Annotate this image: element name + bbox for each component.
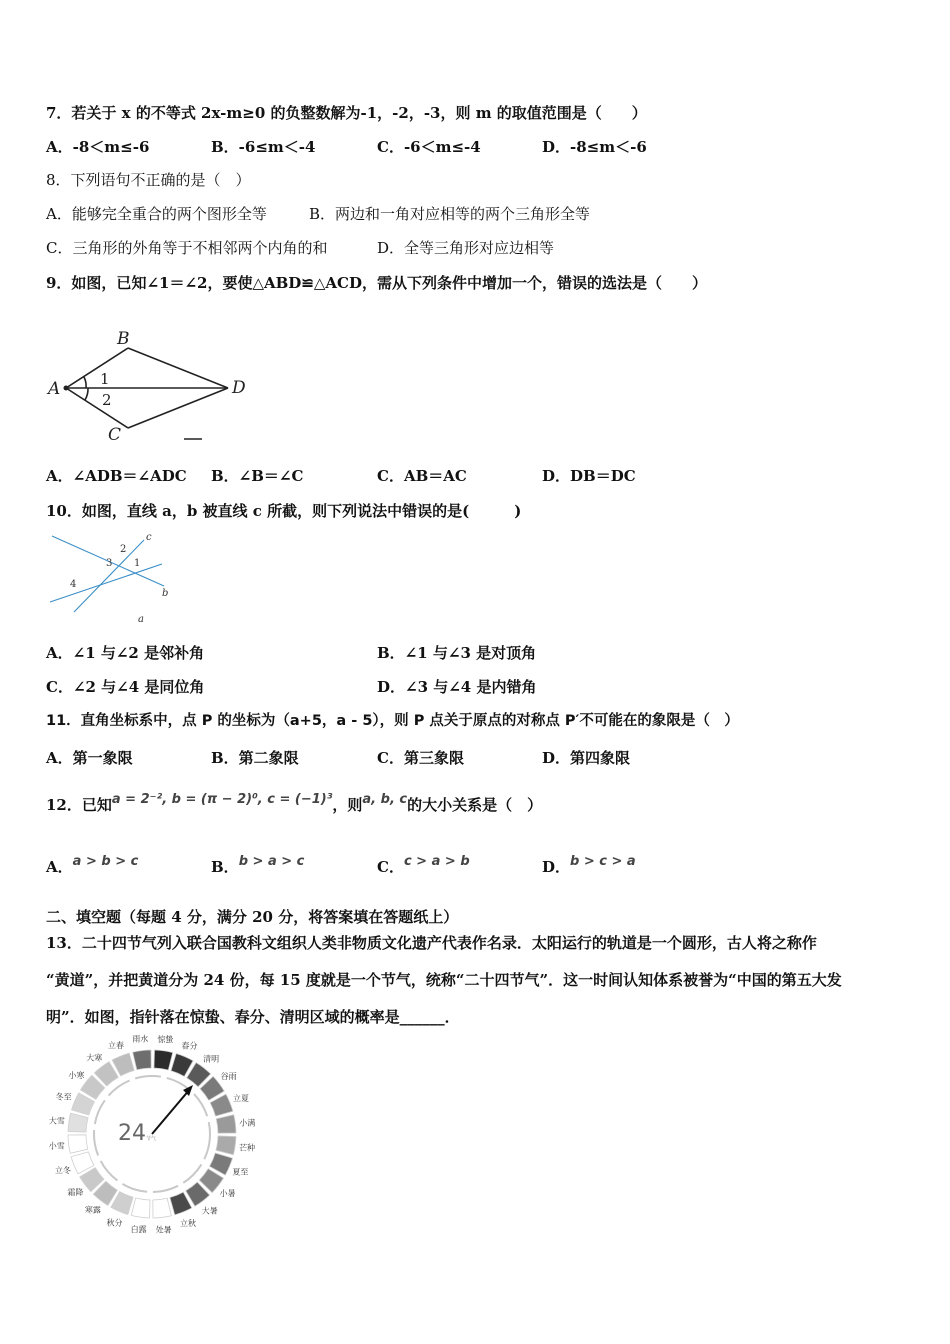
wheel-term-label: 小雪 bbox=[48, 1141, 65, 1151]
segment-ac bbox=[66, 388, 128, 428]
q11-option-c[interactable]: C．第三象限 bbox=[377, 749, 464, 767]
q8-option-c[interactable]: C．三角形的外角等于不相邻两个内角的和 bbox=[46, 239, 328, 257]
label-line-b: b bbox=[162, 588, 169, 599]
wheel-term-label: 大暑 bbox=[201, 1206, 218, 1216]
wheel-term-label: 霜降 bbox=[67, 1187, 84, 1197]
q7-stem: 7．若关于 x 的不等式 2x-m≥0 的负整数解为-1，-2，-3，则 m 的取值范围是（ ） bbox=[46, 104, 647, 122]
wheel-term-label: 立冬 bbox=[54, 1165, 71, 1175]
q10-option-a[interactable]: A．∠1 与∠2 是邻补角 bbox=[46, 644, 205, 662]
label-angle-4: 4 bbox=[70, 579, 77, 590]
wheel-segment bbox=[216, 1115, 236, 1134]
q10-lines-figure bbox=[44, 530, 184, 626]
label-angle-1: 1 bbox=[100, 370, 110, 388]
wheel-segment bbox=[68, 1135, 88, 1154]
wheel-term-label: 惊蛰 bbox=[157, 1034, 174, 1044]
wheel-segment bbox=[216, 1136, 236, 1155]
q12-option-b[interactable] bbox=[211, 854, 305, 879]
wheel-term-label: 小暑 bbox=[219, 1189, 236, 1199]
q7-option-a[interactable]: A．-8＜m≤-6 bbox=[46, 138, 150, 156]
label-angle-3: 3 bbox=[106, 558, 113, 569]
point-a-dot bbox=[64, 386, 69, 391]
solar-terms-wheel bbox=[40, 1034, 256, 1235]
q10-option-c[interactable]: C．∠2 与∠4 是同位角 bbox=[46, 678, 205, 696]
wheel-segment bbox=[68, 1113, 88, 1132]
label-line-a: a bbox=[138, 614, 144, 625]
wheel-term-label: 芒种 bbox=[239, 1143, 256, 1153]
segment-cd bbox=[128, 388, 228, 428]
q12-vars: a, b, c bbox=[362, 792, 408, 807]
wheel-segment bbox=[131, 1198, 150, 1218]
q8-option-a[interactable]: A．能够完全重合的两个图形全等 bbox=[46, 205, 267, 223]
q9-option-c[interactable]: C．AB＝AC bbox=[377, 467, 467, 485]
q7-option-d[interactable]: D．-8≤m＜-6 bbox=[542, 138, 647, 156]
q12-stem bbox=[46, 792, 543, 817]
wheel-term-label: 立夏 bbox=[233, 1094, 250, 1104]
q12-option-d-letter: D． bbox=[542, 858, 571, 876]
wheel-term-label: 秋分 bbox=[106, 1218, 123, 1228]
label-angle-2: 2 bbox=[102, 391, 112, 409]
wheel-term-label: 清明 bbox=[203, 1054, 220, 1064]
q9-stem: 9．如图，已知∠1＝∠2，要使△ABD≌△ACD，需从下列条件中增加一个，错误的选法是（ ） bbox=[46, 274, 707, 292]
q13-line3: 明”．如图，指针落在惊蛰、春分、清明区域的概率是______． bbox=[46, 1008, 460, 1026]
q12-formula: a = 2⁻², b = (π − 2)⁰, c = (−1)³ bbox=[111, 792, 333, 807]
q11-stem: 11．直角坐标系中，点 P 的坐标为（a+5，a - 5），则 P 点关于原点的对称点 P′不可能在的象限是（ ） bbox=[46, 713, 739, 729]
section2-heading: 二、填空题（每题 4 分，满分 20 分，将答案填在答题纸上） bbox=[46, 908, 459, 926]
wheel-segment bbox=[154, 1050, 173, 1070]
q11-option-b[interactable]: B．第二象限 bbox=[211, 749, 299, 767]
q7-option-b[interactable]: B．-6≤m＜-4 bbox=[211, 138, 316, 156]
wheel-term-label: 大寒 bbox=[86, 1053, 103, 1063]
q12-option-c-expr: c > a > b bbox=[403, 854, 470, 869]
wheel-term-label: 白露 bbox=[130, 1225, 147, 1235]
wheel-term-label: 寒露 bbox=[84, 1205, 101, 1215]
q7-option-c[interactable]: C．-6＜m≤-4 bbox=[377, 138, 481, 156]
q11-option-d[interactable]: D．第四象限 bbox=[542, 749, 631, 767]
wheel-term-label: 处暑 bbox=[155, 1225, 172, 1235]
spinner-pointer[interactable] bbox=[152, 1089, 190, 1134]
q9-quadrilateral-figure bbox=[44, 326, 264, 446]
wheel-term-label: 雨水 bbox=[132, 1034, 149, 1044]
angle-1-arc bbox=[84, 377, 86, 388]
wheel-segment bbox=[153, 1198, 172, 1218]
label-a: A bbox=[48, 379, 61, 399]
wheel-term-label: 夏至 bbox=[232, 1167, 249, 1177]
q12-option-a[interactable] bbox=[46, 854, 139, 879]
q12-option-d-expr: b > c > a bbox=[570, 854, 636, 869]
q12-option-c-letter: C． bbox=[377, 858, 404, 876]
wheel-term-label: 小寒 bbox=[68, 1070, 85, 1080]
q13-line1: 13．二十四节气列入联合国教科文组织人类非物质文化遗产代表作名录．太阳运行的轨道是一个圆形，古人将之称作 bbox=[46, 934, 817, 952]
wheel-term-label: 小满 bbox=[239, 1118, 256, 1128]
segment-bd bbox=[128, 348, 228, 388]
q8-option-b[interactable]: B．两边和一角对应相等的两个三角形全等 bbox=[309, 205, 591, 223]
q12-stem-prefix: 12．已知 bbox=[46, 796, 112, 814]
q12-option-a-letter: A． bbox=[46, 858, 73, 876]
q12-option-a-expr: a > b > c bbox=[72, 854, 139, 869]
label-angle-2: 2 bbox=[120, 544, 127, 555]
q9-option-d[interactable]: D．DB＝DC bbox=[542, 467, 636, 485]
q12-option-d[interactable] bbox=[542, 854, 636, 879]
q8-option-d[interactable]: D．全等三角形对应边相等 bbox=[377, 239, 555, 257]
q9-option-b[interactable]: B．∠B＝∠C bbox=[211, 467, 304, 485]
line-a bbox=[50, 564, 162, 602]
wheel-term-label: 谷雨 bbox=[220, 1072, 237, 1082]
wheel-center-sub: 节气 bbox=[146, 1136, 157, 1142]
q10-option-d[interactable]: D．∠3 与∠4 是内错角 bbox=[377, 678, 537, 696]
q12-stem-suffix: 的大小关系是（ ） bbox=[407, 796, 543, 814]
wheel-center-number: 24 bbox=[118, 1121, 146, 1146]
wheel-term-label: 冬至 bbox=[55, 1092, 72, 1102]
q12-option-b-expr: b > a > c bbox=[238, 854, 305, 869]
wheel-term-label: 立春 bbox=[108, 1040, 125, 1050]
q10-stem: 10．如图，直线 a，b 被直线 c 所截，则下列说法中错误的是( ) bbox=[46, 502, 522, 520]
wheel-term-label: 大雪 bbox=[48, 1116, 65, 1126]
q9-option-a[interactable]: A．∠ADB＝∠ADC bbox=[46, 467, 187, 485]
q8-stem: 8．下列语句不正确的是（ ） bbox=[46, 171, 251, 189]
q10-option-b[interactable]: B．∠1 与∠3 是对顶角 bbox=[377, 644, 537, 662]
angle-2-arc bbox=[85, 388, 88, 400]
label-line-c: c bbox=[146, 532, 152, 543]
label-c: C bbox=[108, 425, 122, 445]
wheel-segment bbox=[133, 1050, 152, 1070]
wheel-term-label: 立秋 bbox=[179, 1219, 196, 1229]
q12-option-b-letter: B． bbox=[211, 858, 239, 876]
q11-option-a[interactable]: A．第一象限 bbox=[46, 749, 133, 767]
q12-option-c[interactable] bbox=[377, 854, 470, 879]
label-angle-1: 1 bbox=[134, 558, 141, 569]
q12-stem-mid: ，则 bbox=[332, 796, 363, 814]
label-b: B bbox=[117, 329, 130, 349]
segment-ab bbox=[66, 348, 128, 388]
label-d: D bbox=[232, 378, 246, 398]
wheel-term-label: 春分 bbox=[181, 1041, 198, 1051]
q13-line2: “黄道”，并把黄道分为 24 份，每 15 度就是一个节气，统称“二十四节气”．这一时间认知体系被誉为“中国的第五大发 bbox=[46, 971, 842, 989]
